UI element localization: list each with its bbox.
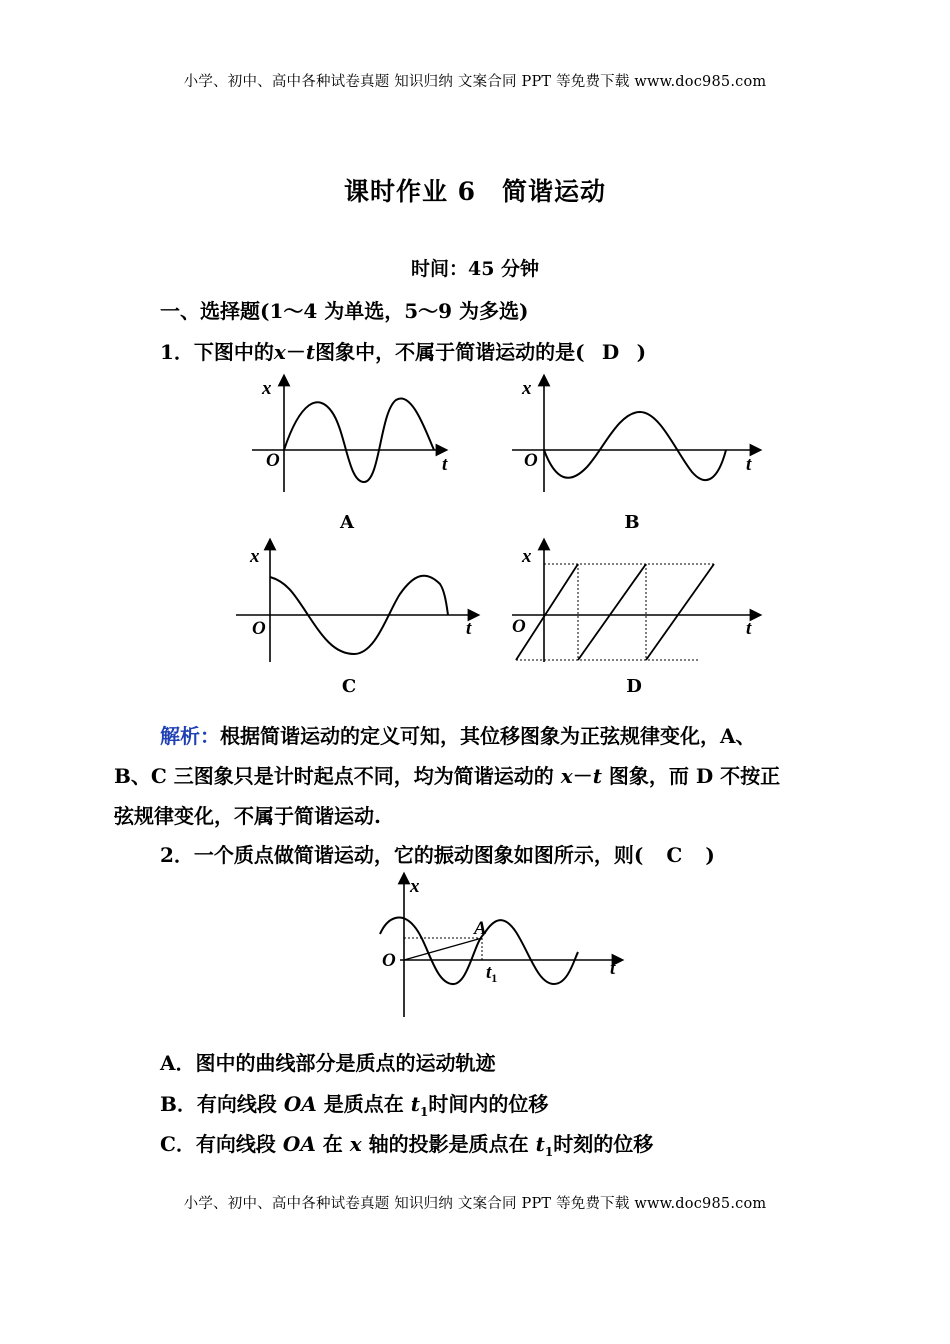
q2-number: 2． [160,843,194,867]
graph-c-label: C [341,676,357,697]
graph-b-origin: O [524,450,538,471]
option-b [160,1088,548,1119]
q1-stem-before: 下图中的 [193,340,274,364]
analysis-text-2a: B、C 三图象只是计时起点不同，均为简谐运动的 [114,764,561,788]
section-heading: 一、选择题(1～4 为单选，5～9 为多选) [160,299,529,323]
analysis-var-x: x [560,764,573,788]
question-1 [160,336,646,365]
graph-a-origin: O [266,450,280,471]
q1-number: 1． [160,340,194,364]
graph-a-t-label: t [442,454,448,475]
header-banner: 小学、初中、高中各种试卷真题 知识归纳 文案合同 PPT 等免费下载 www.doc985.com [183,74,767,90]
analysis-line-3: 弦规律变化，不属于简谐运动. [114,804,381,828]
option-c-mid2: 轴的投影是质点在 [361,1132,536,1156]
option-c-post: 时刻的位移 [553,1132,654,1156]
graph-d-guides [516,564,714,660]
q1-close: ) [636,340,647,364]
graph-a-x-label: x [262,378,272,399]
page-title: 课时作业 6 简谐运动 [343,177,607,206]
option-c-mid1: 在 [315,1132,350,1156]
analysis-text-1: 根据简谐运动的定义可知，其位移图象为正弦规律变化，A、 [220,724,756,748]
q2-stem: 一个质点做简谐运动，它的振动图象如图所示，则( [193,843,644,867]
analysis-line-1 [160,720,756,749]
option-a [160,1047,496,1076]
q2-answer: C [666,843,683,867]
q1-stem-after: 图象中，不属于简谐运动的是( [315,340,585,364]
analysis-var-t: t [592,764,602,788]
option-c-seg: OA [282,1132,316,1156]
q2-point-a: A [474,918,487,939]
graph-a-curve [284,398,434,482]
q1-answer: D [601,340,620,364]
q2-graph [370,872,630,1022]
graph-c-x-label: x [250,546,260,567]
graph-b-label: B [624,512,640,533]
option-b-sub: 1 [420,1105,429,1119]
analysis-text-2b: 图象，而 D 不按正 [601,764,781,788]
graph-d-origin: O [512,616,526,637]
analysis-line-2 [114,760,780,789]
option-b-mid: 是质点在 [316,1092,411,1116]
option-b-letter: B． [160,1092,197,1116]
option-c [160,1128,653,1159]
option-b-pre: 有向线段 [196,1092,284,1116]
q2-close: ) [705,843,715,867]
graph-a-label: A [340,512,354,533]
graph-d-label: D [626,676,642,697]
q1-var-t: t [305,340,316,364]
graph-b-curve [544,412,726,480]
option-b-t: t [410,1092,421,1116]
time-label: 时间：45 分钟 [410,258,540,280]
q1-graphs [230,372,750,702]
graph-c-origin: O [252,618,266,639]
graph-d-x-label: x [522,546,532,567]
q2-t-label: t [610,958,616,979]
q1-var-x: x [273,340,286,364]
question-2 [160,839,715,868]
q2-x-label: x [410,876,420,897]
q2-t1-sub: 1 [491,971,498,985]
q2-origin: O [382,950,396,971]
option-c-t: t [535,1132,545,1156]
option-b-seg: OA [283,1092,317,1116]
option-a-letter: A． [160,1051,196,1075]
option-c-pre: 有向线段 [195,1132,283,1156]
graph-b-x-label: x [522,378,532,399]
q2-curve-2 [484,920,578,984]
option-c-letter: C． [160,1132,196,1156]
graph-b-t-label: t [746,454,752,475]
option-c-x: x [349,1132,362,1156]
q2-segment-oa [404,938,482,960]
q2-t1-label [486,962,497,985]
analysis-label: 解析： [160,724,220,748]
option-c-sub: 1 [544,1145,554,1159]
analysis-dash: － [572,764,593,788]
graph-d-t-label: t [746,618,752,639]
graph-d-sawtooth [516,564,714,660]
option-a-text: 图中的曲线部分是质点的运动轨迹 [195,1051,496,1075]
footer-banner: 小学、初中、高中各种试卷真题 知识归纳 文案合同 PPT 等免费下载 www.doc985.com [183,1196,767,1212]
graph-c-t-label: t [466,618,472,639]
q2-t1-t: t [486,962,492,983]
option-b-post: 时间内的位移 [428,1092,549,1116]
q1-dash: － [285,340,306,364]
